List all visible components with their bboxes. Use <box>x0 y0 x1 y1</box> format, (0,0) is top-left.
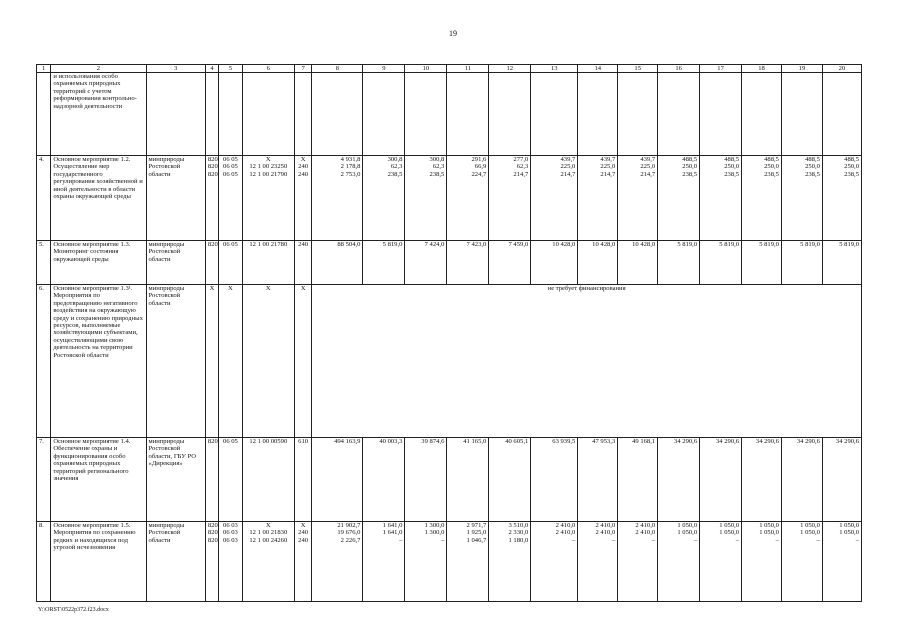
col-header: 13 <box>531 65 578 73</box>
cell-value: 240 <box>298 163 309 171</box>
y2030-cell <box>822 438 861 522</box>
cell-value: 494 163,9 <box>334 438 361 445</box>
y2025-cell <box>618 156 658 241</box>
col-header: 15 <box>618 65 658 73</box>
y2030-cell <box>822 522 861 602</box>
cell-value: 5 819,0 <box>677 241 698 248</box>
rzpr-cell: Х <box>219 285 243 438</box>
cell-value: 1 050,0 <box>839 522 859 529</box>
row-number: 8. <box>37 522 51 602</box>
cell-value: – <box>693 536 698 544</box>
y2030-cell <box>822 156 861 241</box>
cell-value: 2 178,8 <box>340 163 361 171</box>
cell-value: 488,5 <box>764 156 779 163</box>
cell-value: 10 428,0 <box>552 241 576 248</box>
cell-value: 1 641,0 <box>382 522 403 529</box>
cell-value: 488,5 <box>724 156 740 163</box>
cell-value: 2 330,0 <box>508 529 529 537</box>
cell-value: 1 925,0 <box>466 529 487 537</box>
col-header: 3 <box>146 65 205 73</box>
cell-value: 10 428,0 <box>592 241 616 248</box>
cell-value: 88 504,0 <box>337 241 361 248</box>
cell-value: 1 300,0 <box>424 522 445 529</box>
col-header: 9 <box>363 65 405 73</box>
cell-value: 240 <box>298 170 309 178</box>
cell-value: 238,5 <box>429 170 445 178</box>
cell-value: 34 290,6 <box>715 438 740 445</box>
rzpr-cell <box>219 522 243 602</box>
col-header: 6 <box>242 65 294 73</box>
y2027-cell <box>700 522 742 602</box>
y2026-cell <box>658 438 700 522</box>
y2022-cell <box>489 241 531 285</box>
cell-value: 238,5 <box>682 170 698 178</box>
cell-value: 1 050,0 <box>800 529 820 537</box>
total-cell <box>312 522 363 602</box>
y2029-cell <box>781 438 822 522</box>
cell-value: 1 050,0 <box>719 522 740 529</box>
cell-value: 488,5 <box>844 156 859 163</box>
cell-value: 2 226,7 <box>340 536 361 544</box>
total-cell <box>312 156 363 241</box>
cell-value: 820 <box>207 163 218 171</box>
activity-name: Основное мероприятие 1.3. Мониторинг состояния окружающей среды <box>51 241 146 285</box>
col-header: 18 <box>742 65 782 73</box>
cell-value: 214,7 <box>513 170 529 178</box>
cell-value: 39 874,6 <box>421 438 445 445</box>
y2025-cell <box>618 522 658 602</box>
cell-value: 300,8 <box>387 156 403 163</box>
cell-value: – <box>611 536 616 544</box>
cell-value: – <box>775 536 779 544</box>
cell-value: 225,0 <box>600 163 616 171</box>
col-header: 19 <box>781 65 822 73</box>
cell-value: 62,3 <box>516 163 529 171</box>
activity-name: Основное мероприятие 1.3¹. Мероприятия по предотвращению негативного воздействия на окружающую среду и сохранению природных ресурсов, выполняемые хозяйствующими субъектами, осуществляющими свою деятельность на территории Ростовской области <box>51 285 146 438</box>
y2025-cell <box>618 241 658 285</box>
cell-value: 300,8 <box>429 156 445 163</box>
activity-name: Основное мероприятие 1.4. Обеспечение охраны и функционирования особо охраняемых природных территорий регионального значения <box>51 438 146 522</box>
cell-value: 47 953,3 <box>592 438 616 445</box>
table-row <box>37 156 862 241</box>
cell-value: 1 300,0 <box>424 529 445 537</box>
cell-value: – <box>855 536 859 544</box>
cell-value: 34 290,6 <box>835 438 859 445</box>
cell-value: 06 05 <box>223 170 238 178</box>
row-number: 5. <box>37 241 51 285</box>
cell-value: 34 290,6 <box>796 438 820 445</box>
table-row <box>37 522 862 602</box>
cell-value: 250,0 <box>724 163 740 171</box>
col-header: 11 <box>447 65 489 73</box>
cell-value: – <box>735 536 740 544</box>
cell-value: 2 410,0 <box>595 529 616 537</box>
cell-value: 06 05 <box>223 156 238 163</box>
row-number: 7. <box>37 438 51 522</box>
activity-name: Основное мероприятие 1.5. Мероприятия по сохранению редких и находящихся под угрозой исчезновения <box>51 522 146 602</box>
y2020-cell <box>405 438 447 522</box>
y2021-cell <box>447 156 489 241</box>
cell-value: 10 428,0 <box>632 241 656 248</box>
cell-value: 19 676,0 <box>337 529 361 537</box>
cell-value: 1 046,7 <box>466 536 487 544</box>
cell-value: Х <box>265 522 271 529</box>
cell-value: Х <box>265 156 271 163</box>
activity-name: и использования особо охраняемых природных территорий с учетом реформирования контрольно-надзорной деятельности <box>51 73 146 156</box>
col-header: 20 <box>822 65 861 73</box>
cell-value: 5 819,0 <box>839 241 859 248</box>
cell-value: 225,0 <box>640 163 656 171</box>
col-header: 5 <box>219 65 243 73</box>
y2029-cell <box>781 156 822 241</box>
cell-value: 1 050,0 <box>677 529 698 537</box>
cell-value: 238,5 <box>844 170 859 178</box>
cell-value: 238,5 <box>764 170 779 178</box>
cell-value: 06 03 <box>223 529 238 537</box>
cell-value: 5 819,0 <box>382 241 403 248</box>
cell-value: 49 168,1 <box>632 438 656 445</box>
cell-value: 34 290,6 <box>755 438 779 445</box>
cell-value: 63 939,5 <box>552 438 576 445</box>
cell-value: 2 410,0 <box>635 522 656 529</box>
cell-value: 439,7 <box>600 156 616 163</box>
cell-value: 2 410,0 <box>555 522 576 529</box>
row-number: 6. <box>37 285 51 438</box>
cell-value: 2 971,7 <box>466 522 487 529</box>
cell-value: 488,5 <box>805 156 820 163</box>
y2023-cell <box>531 522 578 602</box>
y2024-cell <box>578 438 618 522</box>
cell-value: 5 819,0 <box>719 241 740 248</box>
y2023-cell <box>531 241 578 285</box>
program-activities-table <box>36 64 862 602</box>
file-path-footer: Y:\ORST\0522p372.f23.docx <box>38 607 109 613</box>
csr-cell <box>242 241 294 285</box>
cell-value: Х <box>300 156 306 163</box>
cell-value: 3 510,0 <box>508 522 529 529</box>
cell-value: 238,5 <box>387 170 403 178</box>
y2030-cell <box>822 241 861 285</box>
cell-value: 41 165,0 <box>463 438 487 445</box>
cell-value: 224,7 <box>471 170 487 178</box>
cell-value: 277,0 <box>513 156 529 163</box>
col-header: 10 <box>405 65 447 73</box>
col-header: 4 <box>205 65 218 73</box>
cell-value: 21 902,7 <box>337 522 361 529</box>
cell-value: 2 753,0 <box>340 170 361 178</box>
y2026-cell <box>658 522 700 602</box>
csr-cell <box>242 522 294 602</box>
cell-value: 62,3 <box>390 163 403 171</box>
cell-value: 240 <box>298 241 309 248</box>
y2029-cell <box>781 241 822 285</box>
col-header: 8 <box>312 65 363 73</box>
cell-value: – <box>651 536 656 544</box>
table-row <box>37 73 862 156</box>
y2023-cell <box>531 156 578 241</box>
cell-value: 820 <box>207 438 218 445</box>
y2019-cell <box>363 241 405 285</box>
y2020-cell <box>405 241 447 285</box>
csr-cell <box>242 438 294 522</box>
cell-value: 820 <box>207 529 218 537</box>
y2022-cell <box>489 156 531 241</box>
cell-value: 1 180,0 <box>508 536 529 544</box>
cell-value: 820 <box>207 522 218 529</box>
cell-value: 06 03 <box>223 536 238 544</box>
y2026-cell <box>658 241 700 285</box>
y2024-cell <box>578 241 618 285</box>
cell-value: 66,9 <box>474 163 487 171</box>
cell-value: 238,5 <box>724 170 740 178</box>
cell-value: 240 <box>298 536 309 544</box>
y2023-cell <box>531 438 578 522</box>
page-number: 19 <box>449 29 457 38</box>
y2028-cell <box>742 156 782 241</box>
cell-value: 12 1 00 24260 <box>249 536 288 544</box>
col-header: 16 <box>658 65 700 73</box>
y2028-cell <box>742 522 782 602</box>
no-funding-note: не требует финансирования <box>312 285 862 438</box>
table-row <box>37 241 862 285</box>
cell-value: 7 423,0 <box>466 241 487 248</box>
cell-value: 214,7 <box>560 170 576 178</box>
cell-value: – <box>441 536 445 544</box>
y2021-cell <box>447 522 489 602</box>
cell-value: 2 410,0 <box>595 522 616 529</box>
total-cell <box>312 241 363 285</box>
cell-value: – <box>572 536 576 544</box>
cell-value: Х <box>300 522 306 529</box>
cell-value: 1 050,0 <box>719 529 740 537</box>
cell-value: 439,7 <box>640 156 656 163</box>
cell-value: 40 003,3 <box>379 438 403 445</box>
y2029-cell <box>781 522 822 602</box>
cell-value: 5 819,0 <box>800 241 820 248</box>
cell-value: 214,7 <box>640 170 656 178</box>
y2028-cell <box>742 438 782 522</box>
grbs-cell <box>205 241 218 285</box>
rzpr-cell <box>219 156 243 241</box>
cell-value: 250,0 <box>844 163 859 171</box>
cell-value: 1 641,0 <box>382 529 403 537</box>
table-row <box>37 285 862 438</box>
grbs-cell: Х <box>205 285 218 438</box>
y2027-cell <box>700 438 742 522</box>
cell-value: 225,0 <box>560 163 576 171</box>
grbs-cell <box>205 522 218 602</box>
y2019-cell <box>363 438 405 522</box>
cell-value: – <box>816 536 820 544</box>
col-header: 2 <box>51 65 146 73</box>
executor: минприроды Ростовской области <box>146 522 205 602</box>
vr-cell <box>294 522 311 602</box>
activity-name: Основное мероприятие 1.2. Осуществление мер государственного регулирования хозяйственной и иной деятельности в области охраны окружающей среды <box>51 156 146 241</box>
cell-value: 5 819,0 <box>759 241 779 248</box>
cell-value: 12 1 00 21780 <box>249 241 288 248</box>
cell-value: 820 <box>207 156 218 163</box>
cell-value: 2 410,0 <box>555 529 576 537</box>
cell-value: 238,5 <box>805 170 820 178</box>
y2025-cell <box>618 438 658 522</box>
y2024-cell <box>578 522 618 602</box>
total-cell <box>312 438 363 522</box>
cell-value: 4 931,8 <box>340 156 361 163</box>
col-header: 12 <box>489 65 531 73</box>
column-number-row <box>37 65 862 73</box>
csr-cell <box>242 156 294 241</box>
grbs-cell <box>205 156 218 241</box>
cell-value: 7 424,0 <box>424 241 445 248</box>
col-header: 14 <box>578 65 618 73</box>
executor: минприроды Ростовской области, ГБУ РО «Дирекция» <box>146 438 205 522</box>
grbs-cell <box>205 438 218 522</box>
y2019-cell <box>363 522 405 602</box>
cell-value: 12 1 00 00590 <box>249 438 288 445</box>
cell-value: 12 1 00 23250 <box>249 163 288 171</box>
executor: минприроды Ростовской области <box>146 241 205 285</box>
col-header: 7 <box>294 65 311 73</box>
cell-value: 1 050,0 <box>839 529 859 537</box>
cell-value: 06 03 <box>223 522 238 529</box>
vr-cell <box>294 438 311 522</box>
y2021-cell <box>447 241 489 285</box>
cell-value: 1 050,0 <box>759 529 779 537</box>
cell-value: 820 <box>207 536 218 544</box>
rzpr-cell <box>219 438 243 522</box>
y2024-cell <box>578 156 618 241</box>
cell-value: 06 05 <box>223 163 238 171</box>
cell-value: 1 050,0 <box>800 522 820 529</box>
cell-value: 1 050,0 <box>759 522 779 529</box>
cell-value: 12 1 00 21830 <box>249 529 288 537</box>
cell-value: 610 <box>298 438 309 445</box>
y2022-cell <box>489 522 531 602</box>
cell-value: 250,0 <box>682 163 698 171</box>
y2019-cell <box>363 156 405 241</box>
cell-value: 06 05 <box>223 438 238 445</box>
cell-value: 214,7 <box>600 170 616 178</box>
y2027-cell <box>700 156 742 241</box>
csr-cell: Х <box>242 285 294 438</box>
cell-value: 439,7 <box>560 156 576 163</box>
cell-value: 40 605,1 <box>505 438 529 445</box>
cell-value: 291,6 <box>471 156 487 163</box>
cell-value: 488,5 <box>682 156 698 163</box>
cell-value: 12 1 00 21790 <box>249 170 288 178</box>
cell-value: 7 459,0 <box>508 241 529 248</box>
y2028-cell <box>742 241 782 285</box>
cell-value: 820 <box>207 170 218 178</box>
cell-value: 1 050,0 <box>677 522 698 529</box>
executor: минприроды Ростовской области <box>146 156 205 241</box>
y2020-cell <box>405 522 447 602</box>
cell-value: 250,0 <box>764 163 779 171</box>
col-header: 17 <box>700 65 742 73</box>
cell-value: 34 290,6 <box>674 438 698 445</box>
vr-cell <box>294 156 311 241</box>
cell-value: 820 <box>207 241 218 248</box>
cell-value: 250,0 <box>805 163 820 171</box>
cell-value: 240 <box>298 529 309 537</box>
cell-value: 06 05 <box>223 241 238 248</box>
y2022-cell <box>489 438 531 522</box>
executor: минприроды Ростовской области <box>146 285 205 438</box>
vr-cell <box>294 241 311 285</box>
cell-value: 62,3 <box>432 163 445 171</box>
cell-value: – <box>399 536 403 544</box>
col-header: 1 <box>37 65 51 73</box>
rzpr-cell <box>219 241 243 285</box>
row-number: 4. <box>37 156 51 241</box>
y2021-cell <box>447 438 489 522</box>
vr-cell: Х <box>294 285 311 438</box>
y2027-cell <box>700 241 742 285</box>
cell-value: 2 410,0 <box>635 529 656 537</box>
y2026-cell <box>658 156 700 241</box>
table-row <box>37 438 862 522</box>
y2020-cell <box>405 156 447 241</box>
